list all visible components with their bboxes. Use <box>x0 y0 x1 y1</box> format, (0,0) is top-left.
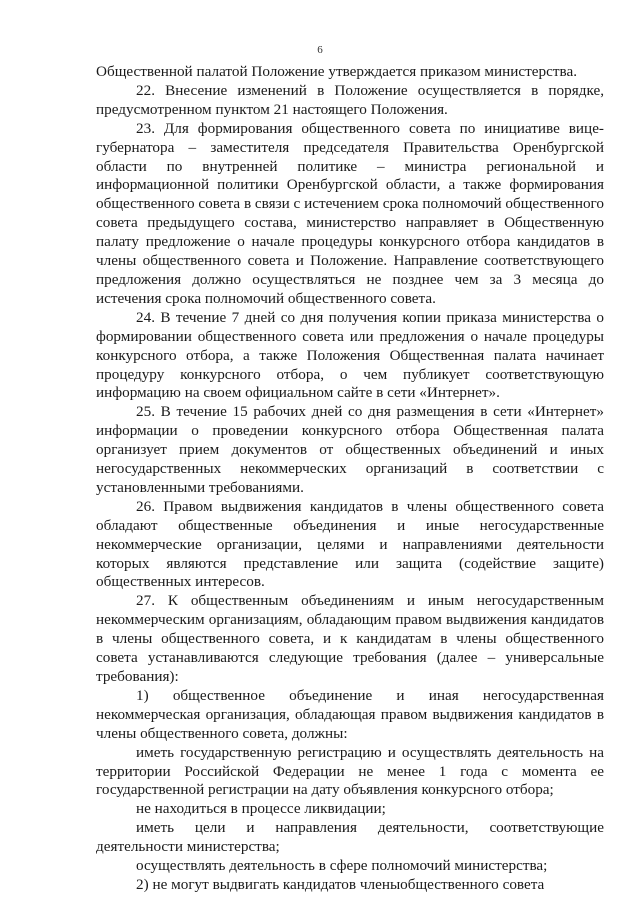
paragraph-25: 25. В течение 15 рабочих дней со дня размещения в сети «Интернет» информации о проведении конкурсного отбора Общественная палата организует прием документов от общественных объединений и иных негосударственных некоммерческих организаций в соответствии с установленными требованиями. <box>96 403 604 496</box>
requirement-goals: иметь цели и направления деятельности, соответствующие деятельности министерства; <box>96 819 604 856</box>
paragraph-24: 24. В течение 7 дней со дня получения копии приказа министерства о формировании общественного совета или предложения о начале процедуры конкурсного отбора, а также Положения Общественная палата начинает процедуру конкурсного отбора, о чем публикует соответствующую информацию на своем официальном сайте в сети «Интернет». <box>96 308 604 402</box>
paragraph-22: 22. Внесение изменений в Положение осуществляется в порядке, предусмотренном пунктом 21 настоящего Положения. <box>96 81 604 118</box>
page-number: 6 <box>317 44 323 56</box>
paragraph-intro-line: Общественной палатой Положение утверждается приказом министерства. <box>96 63 578 80</box>
paragraph-26: 26. Правом выдвижения кандидатов в члены общественного совета обладают общественные объединения и иные негосударственные некоммерческие организации, целями и направлениями деятельности которых являются представление или защита (содействие защите) общественных интересов. <box>96 497 604 591</box>
requirement-registration: иметь государственную регистрацию и осуществлять деятельность на территории Российской Федерации не менее 1 года с момента ее государственной регистрации на дату объявления конкурсного отбора; <box>96 743 604 799</box>
document-body <box>96 63 604 895</box>
requirement-activity-scope: осуществлять деятельность в сфере полномочий министерства; <box>136 857 548 875</box>
paragraph-27: 27. К общественным объединениям и иным негосударственным некоммерческим организациям, обладающим правом выдвижения кандидатов в члены общественного совета, и к кандидатам в члены общественного совета устанавливаются следующие требования (далее – универсальные требования): <box>96 592 604 685</box>
requirement-not-liquidated: не находиться в процессе ликвидации; <box>136 800 386 818</box>
paragraph-27-item-2: 2) не могут выдвигать кандидатов членыобщественного совета <box>136 875 545 893</box>
paragraph-27-item-1: 1) общественное объединение и иная негосударственная некоммерческая организация, обладающая правом выдвижения кандидатов в члены общественного совета, должны: <box>96 686 604 742</box>
paragraph-23: 23. Для формирования общественного совета по инициативе вице-губернатора – заместителя председателя Правительства Оренбургской области по внутренней политике – министра региональной и информационной политики Оренбургской области, а также формирования общественного совета в связи с истечением срока полномочий общественного совета предыдущего состава, министерство направляет в Общественную палату предложение о начале процедуры конкурсного отбора кандидатов в члены общественного совета и Положение. Направление соответствующего предложения должно осуществляться не позднее чем за 3 месяца до истечения срока полномочий общественного совета. <box>96 119 605 307</box>
